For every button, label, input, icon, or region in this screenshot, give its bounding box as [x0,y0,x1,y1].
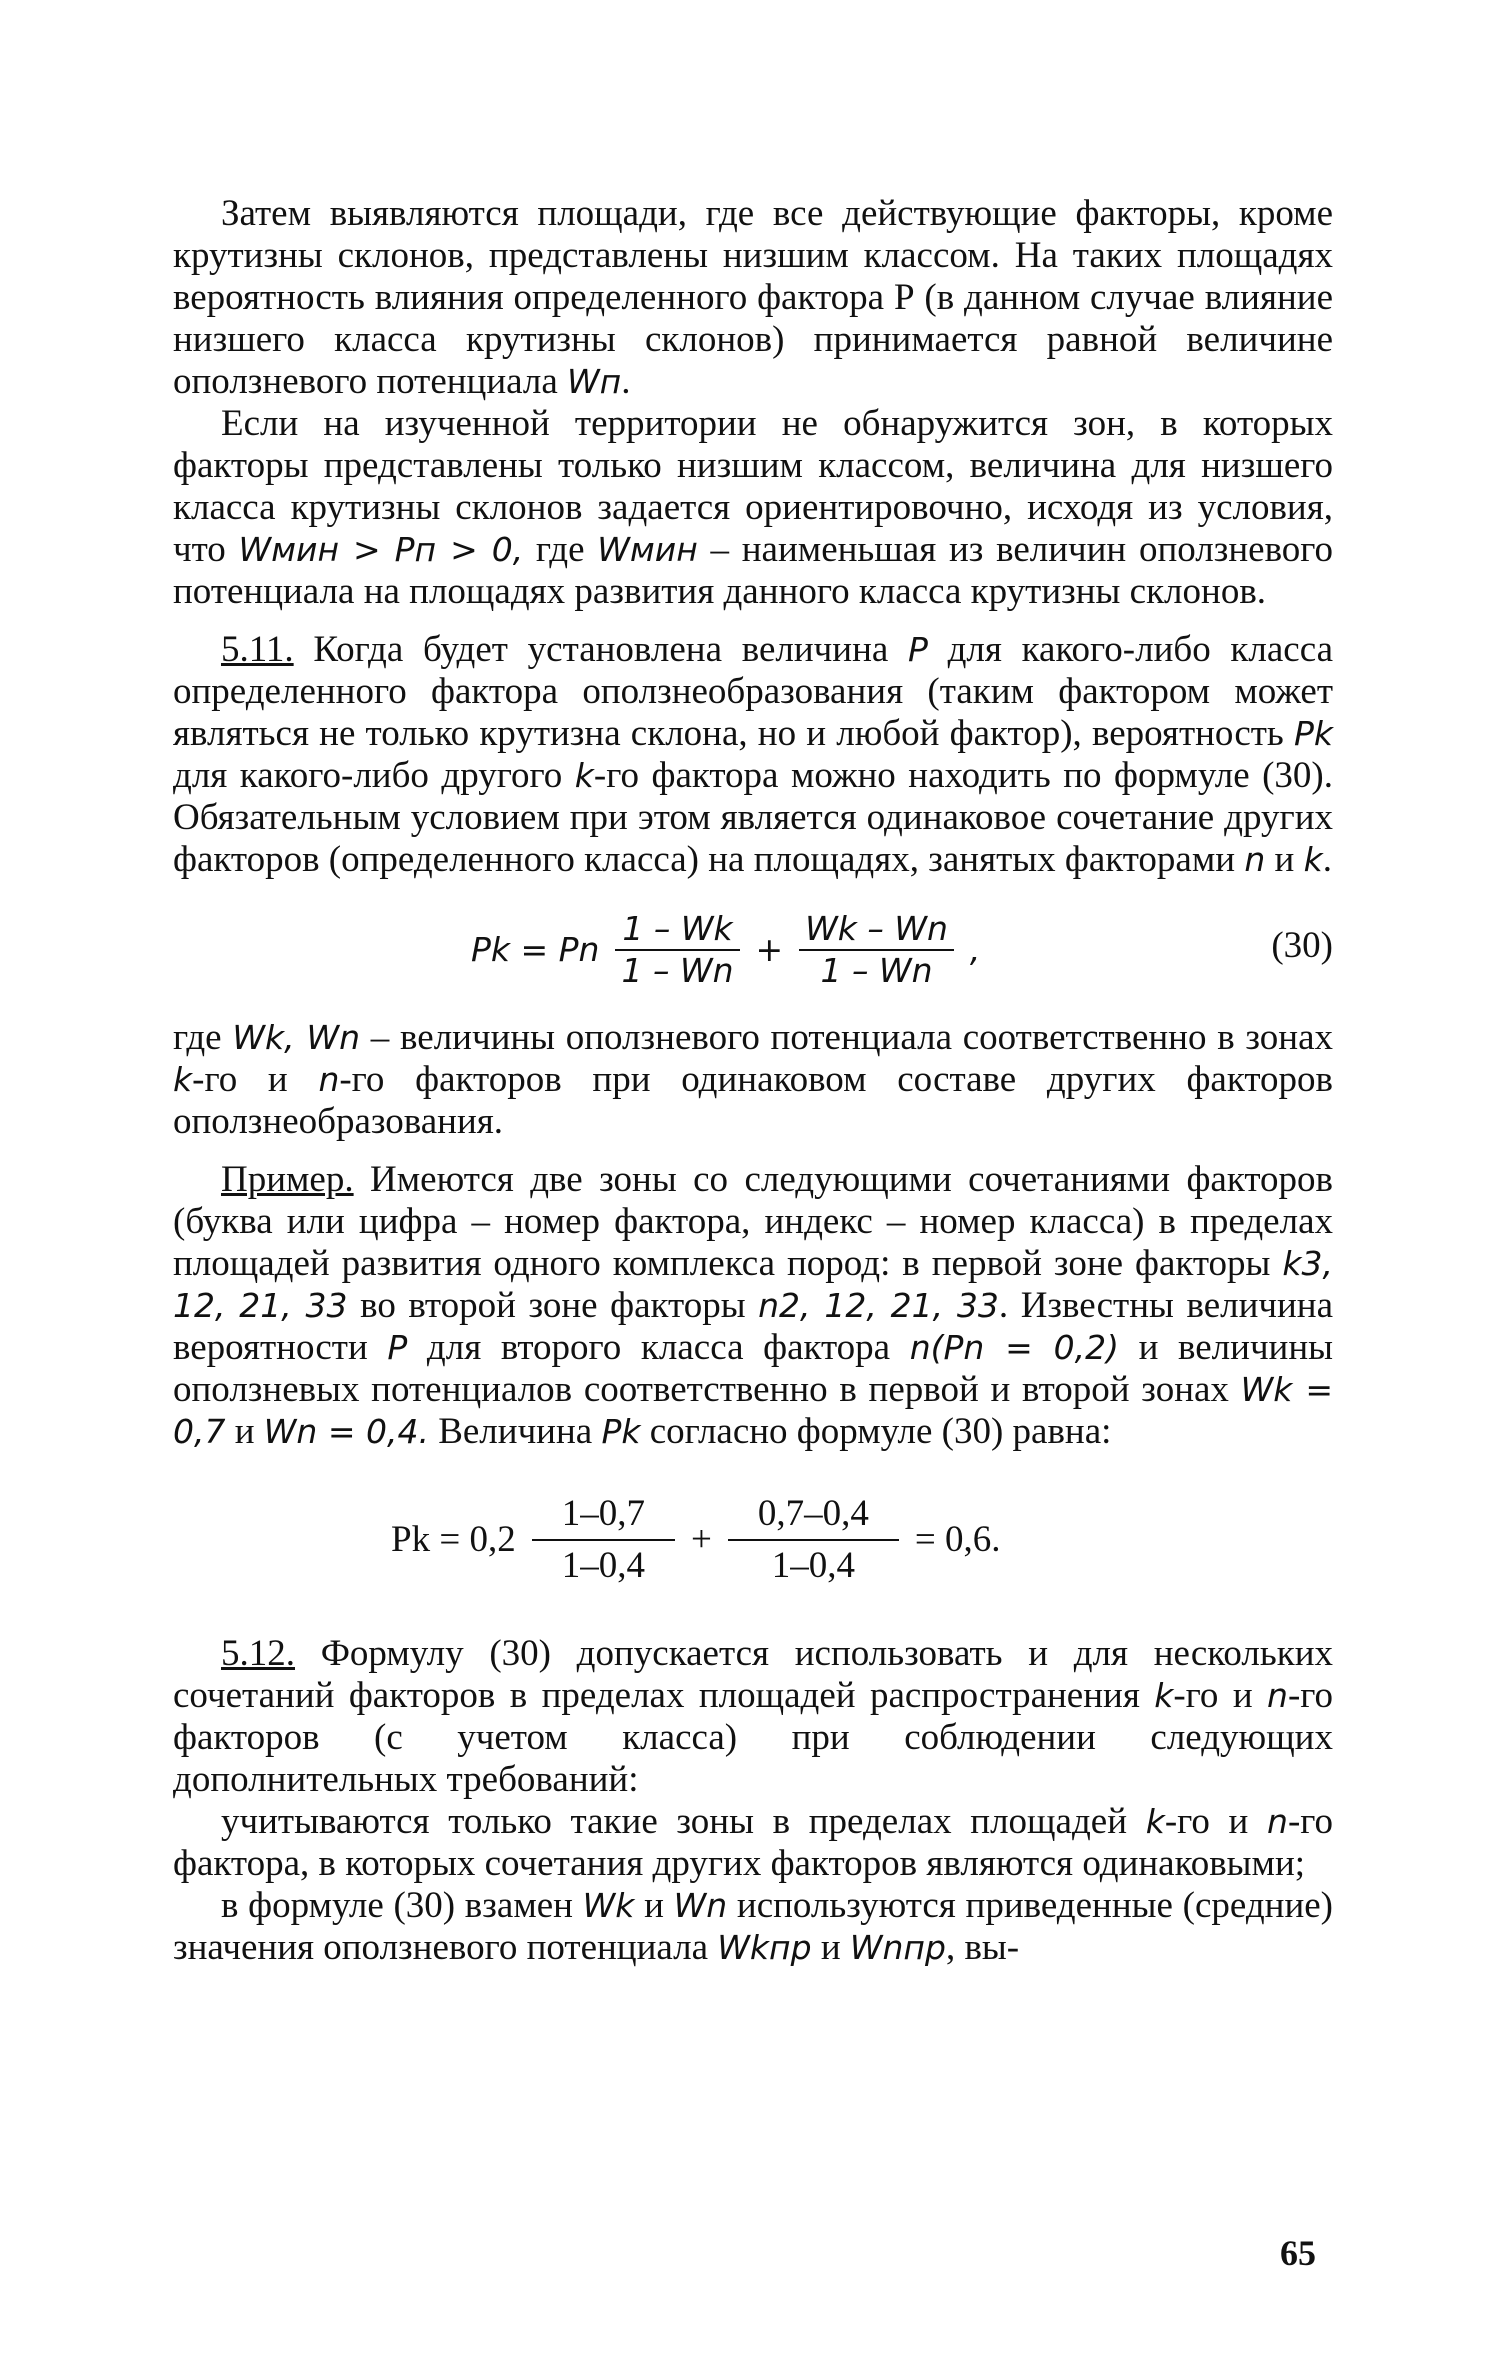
condition-inequality: Wмин > Рп > 0, [238,530,524,569]
example-label: Пример. [221,1159,354,1200]
var-wmin: Wмин [597,530,698,569]
paragraph-requirement-2: в формуле (30) взамен Wk и Wn используются приведенные (средние) значения оползневого потенциала Wkпр и Wnпр, вы- [173,1885,1333,1968]
section-number-5-12: 5.12. [221,1633,295,1674]
example-lhs: Рk = 0,2 [391,1519,516,1560]
paragraph-example: Пример. Имеются две зоны со следующими сочетаниями факторов (буква или цифра – номер фактора, индекс – номер класса) в пределах площадей развития одного комплекса пород: в первой зоне факторы k3, 12, 21, 33 во второй зоне факторы n2, 12, 21, 33. Известны величина вероятности Р для второго класса фактора n(Рn = 0,2) и величины оползневых потенциалов соответственно в первой и второй зонах Wk = 0,7 и Wn = 0,4. Величина Рk согласно формуле (30) равна: [173,1159,1334,1452]
example-result: = 0,6. [914,1519,1001,1560]
example-fraction-1: $\frac{1-0,7}{1-0,4}$ [532,1489,675,1591]
text-column [173,193,1333,1969]
formula-fraction-1: $\frac{1 - Wk}{1 - Wn}$ [615,909,739,991]
paragraph-5-12: 5.12. Формулу (30) допускается использовать и для нескольких сочетаний факторов в пределах площадей распространения k-го и n-го факторов (с учетом класса) при соблюдении следующих дополнительных требований: [173,1633,1334,1800]
paragraph-2: Если на изученной территории не обнаружится зон, в которых факторы представлены только низшим классом, величина для низшего класса крутизны склонов задается ориентировочно, исходя из условия, что Wмин > Рп > 0, где Wмин – наименьшая из величин оползневого потенциала на площадях развития данного класса крутизны склонов. [173,403,1334,612]
paragraph-where: где Wk, Wn – величины оползневого потенциала соответственно в зонах k-го и n-го факторов при одинаковом составе других факторов оползнеобразования. [173,1017,1334,1142]
example-fraction-2: $\frac{0,7-0,4}{1-0,4}$ [728,1489,899,1591]
equation-number: (30) [1271,925,1333,966]
page-number: 65 [1280,2233,1316,2273]
formula-fraction-2: $\frac{Wk - Wn}{1 - Wn}$ [799,909,954,991]
paragraph-5-11: 5.11. Когда будет установлена величина Р для какого-либо класса определенного фактора оползнеобразования (таким фактором может являться не только крутизна склона, но и любой фактор), вероятность Рk для какого-либо другого k-го фактора можно находить по формуле (30). Обязательным условием при этом является одинаковое сочетание других факторов (определенного класса) на площадях, занятых факторами n и k. [173,629,1334,880]
paragraph-requirement-1: учитываются только такие зоны в пределах площадей k-го и n-го фактора, в которых сочетания других факторов являются одинаковыми; [173,1801,1334,1884]
section-number-5-11: 5.11. [221,629,294,670]
var-wn: Wп [567,362,622,401]
paragraph-1: Затем выявляются площади, где все действующие факторы, кроме крутизны склонов, представлены низшим классом. На таких площадях вероятность влияния определенного фактора Р (в данном случае влияние низшего класса крутизны склонов) принимается равной величине оползневого потенциала Wп. [173,193,1333,402]
formula-lhs: Рk = Рn [471,930,600,969]
example-formula: Рk = 0,2 $\frac{1-0,7}{1-0,4}$ + $\frac{0,7-0,4}{1-0,4}$ = 0,6. [173,1475,1333,1605]
formula-30: Рk = Рn $\frac{1 - Wk}{1 - Wn}$ + $\frac{Wk - Wn}{1 - Wn}$ , (30) [471,909,1333,990]
